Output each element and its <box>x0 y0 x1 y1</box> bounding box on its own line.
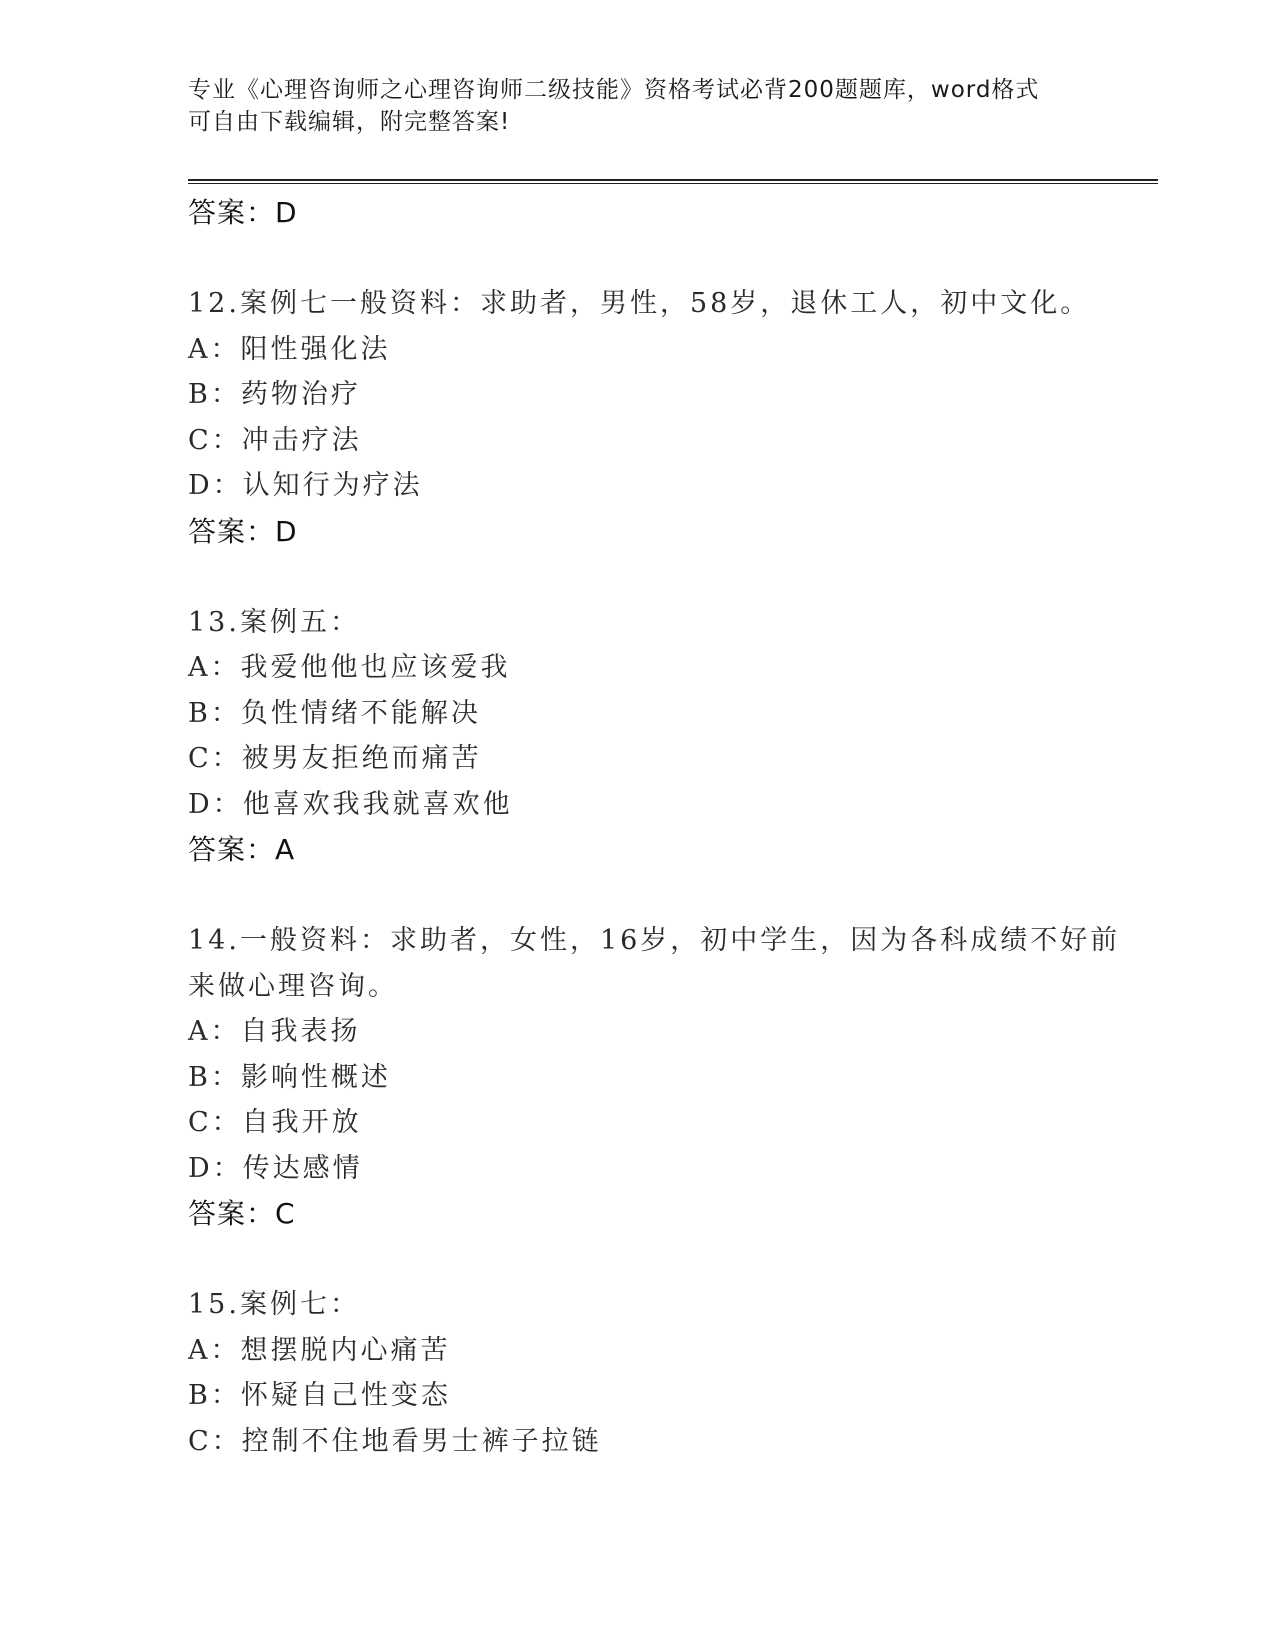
option-d: D：传达感情 <box>188 1152 363 1184</box>
option-d: D：认知行为疗法 <box>188 470 423 501</box>
question-12 <box>188 281 1091 554</box>
document-header <box>188 74 1088 138</box>
header-divider <box>188 179 1158 181</box>
question-stem-continued: 来做心理咨询。 <box>188 970 398 1002</box>
answer: 答案：C <box>188 1197 296 1230</box>
question-13 <box>188 600 1088 873</box>
option-a: A：想摆脱内心痛苦 <box>188 1334 451 1366</box>
option-b: B：怀疑自己性变态 <box>188 1380 451 1411</box>
option-b: B：影响性概述 <box>188 1061 391 1093</box>
option-a: A：自我表扬 <box>188 1016 361 1047</box>
option-c: C：控制不住地看男士裤子拉链 <box>188 1425 602 1457</box>
header-line-1: 专业《心理咨询师之心理咨询师二级技能》资格考试必背200题题库，word格式 <box>188 77 1040 103</box>
option-c: C：被男友拒绝而痛苦 <box>188 743 482 774</box>
question-stem: 13.案例五： <box>188 606 360 638</box>
answer: 答案：D <box>188 514 298 548</box>
question-stem: 14.一般资料：求助者，女性，16岁，初中学生，因为各科成绩不好前 <box>188 925 1121 956</box>
header-divider-thin <box>188 183 1158 184</box>
option-d: D：他喜欢我我就喜欢他 <box>188 788 513 820</box>
previous-answer: 答案：D <box>188 196 298 229</box>
option-c: C：自我开放 <box>188 1107 362 1138</box>
question-stem: 15.案例七： <box>188 1289 360 1320</box>
option-a: A：阳性强化法 <box>188 333 391 365</box>
option-c: C：冲击疗法 <box>188 424 362 456</box>
question-stem: 12.案例七一般资料：求助者，男性，58岁，退休工人，初中文化。 <box>188 288 1091 319</box>
answer: 答案：A <box>188 833 296 866</box>
question-list <box>188 190 1121 1464</box>
option-b: B：负性情绪不能解决 <box>188 697 481 729</box>
question-15 <box>188 1282 1088 1464</box>
option-b: B：药物治疗 <box>188 379 361 410</box>
header-line-2: 可自由下载编辑，附完整答案! <box>188 109 511 135</box>
option-a: A：我爱他他也应该爱我 <box>188 652 511 683</box>
question-14 <box>188 918 1121 1237</box>
